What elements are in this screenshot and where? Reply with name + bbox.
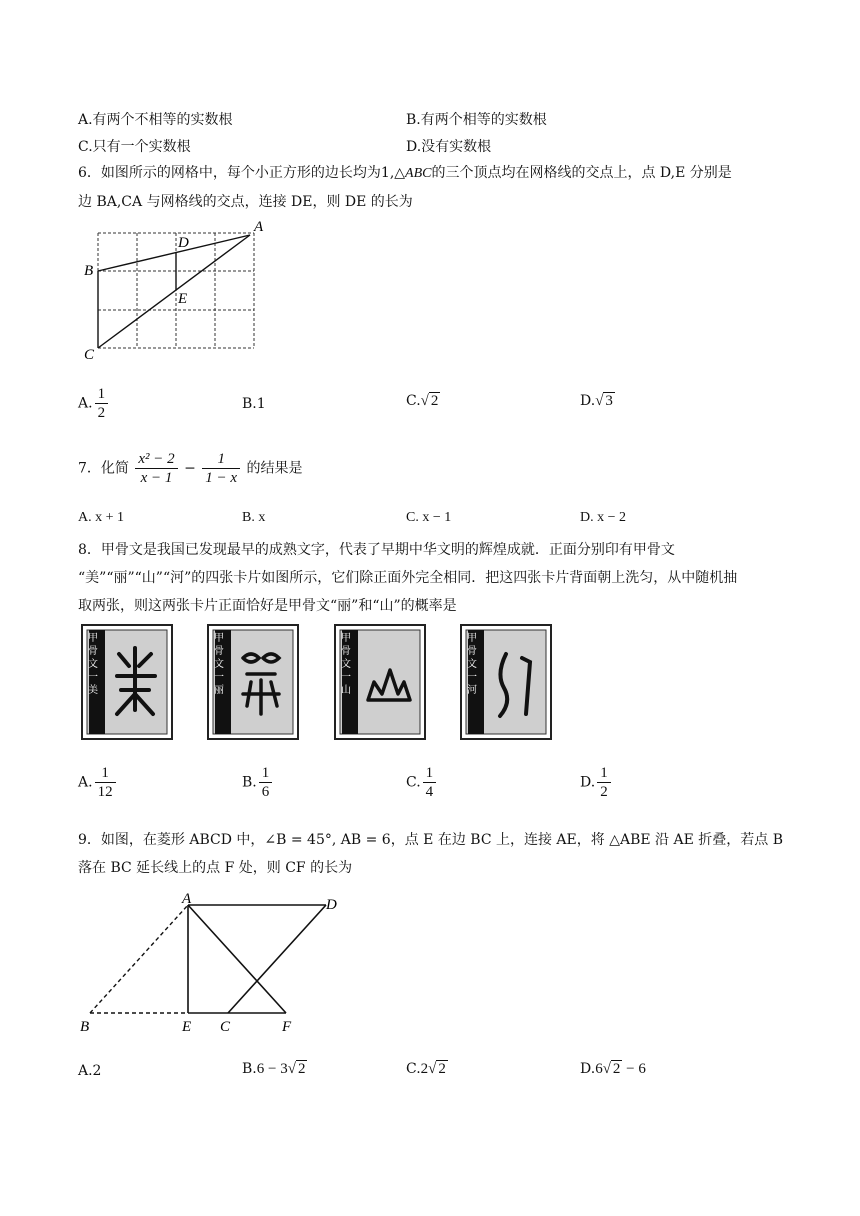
q6-option-a: A. $\frac{1}{2}$ xyxy=(78,385,110,422)
label-c: C xyxy=(220,1019,231,1035)
label-a: A xyxy=(182,893,192,907)
q5-option-b: B.有两个相等的实数根 xyxy=(406,112,547,128)
q7-option-b: B. x xyxy=(242,510,266,525)
q5-option-d: D.没有实数根 xyxy=(406,139,492,155)
q6-text-1: 6．如图所示的网格中，每个小正方形的边长均为1, xyxy=(78,165,395,181)
q5-option-c: C.只有一个实数根 xyxy=(78,139,191,155)
card-li xyxy=(207,624,299,740)
q6-option-c: C.√ 2 xyxy=(406,393,439,409)
q8-option-d: D. $\frac{1}{2}$ xyxy=(580,764,613,801)
q6-triangle: △ABC xyxy=(394,166,432,181)
q7-option-a: A. x + 1 xyxy=(78,510,125,525)
card-he xyxy=(460,624,552,740)
q6-text-1b: 的三个顶点均在网格线的交点上，点 D,E 分别是 xyxy=(431,165,732,181)
q7-option-c: C. x − 1 xyxy=(406,510,452,525)
card-label-mei: 甲骨文一美 xyxy=(88,633,98,696)
label-f: F xyxy=(282,1019,292,1035)
q9-option-b: B.6 − 3√ 2 xyxy=(242,1061,306,1077)
label-b: B xyxy=(80,1019,90,1035)
q9-option-c: C.2√ 2 xyxy=(406,1061,446,1077)
label-c: C xyxy=(84,347,95,363)
q8-option-a: A. $\frac{1}{12}$ xyxy=(78,764,118,801)
q6-text-2: 边 BA,CA 与网格线的交点，连接 DE，则 DE 的长为 xyxy=(78,194,413,210)
q7-stem: 7．化简 $\frac{\text{x² − 2}}{x - 1}$ − $\frac{1}{1 - x}$ 的结果是 xyxy=(78,451,303,486)
q9-option-d: D.6√ 2 − 6 xyxy=(580,1061,646,1077)
q6-option-d: D.√ 3 xyxy=(580,393,613,409)
segment-ca xyxy=(98,235,250,348)
q7-option-d: D. x − 2 xyxy=(580,510,627,525)
q8-option-c: C. $\frac{1}{4}$ xyxy=(406,764,438,801)
card-shan xyxy=(334,624,426,740)
q6-option-b: B.1 xyxy=(242,396,266,412)
card-label-li: 甲骨文一丽 xyxy=(214,633,224,696)
q6-grid-figure xyxy=(78,215,268,365)
q6-stem xyxy=(78,159,788,216)
label-b: B xyxy=(84,263,94,279)
segment-ba xyxy=(98,235,250,271)
label-d: D xyxy=(326,897,337,913)
q5-option-a: A.有两个不相等的实数根 xyxy=(78,112,233,128)
label-e: E xyxy=(178,291,188,307)
card-label-he: 甲骨文一河 xyxy=(467,633,477,696)
label-d: D xyxy=(178,235,189,251)
q9-option-a: A.2 xyxy=(78,1063,102,1079)
q9-stem: 9．如图，在菱形 ABCD 中，∠B = 45°, AB = 6，点 E 在边 BC 上，连接 AE，将 △ABE 沿 AE 折叠，若点 B 落在 BC 延长线上的点 F 处，则 CF 的长为 xyxy=(78,832,784,876)
q9-rhombus-figure xyxy=(78,893,358,1038)
label-a: A xyxy=(254,219,264,235)
label-e: E xyxy=(182,1019,192,1035)
q8-stem: 8．甲骨文是我国已发现最早的成熟文字，代表了早期中华文明的辉煌成就．正面分别印有甲骨文 “美”“丽”“山”“河”的四张卡片如图所示，它们除正面外完全相同．把这四张卡片背面朝上洗匀，从中随机抽 取两张，则这两张卡片正面恰好是甲骨文“丽”和“山”的概率是 xyxy=(78,542,738,614)
card-label-shan: 甲骨文一山 xyxy=(341,633,351,696)
q8-option-b: B. $\frac{1}{6}$ xyxy=(242,764,274,801)
card-mei xyxy=(81,624,173,740)
